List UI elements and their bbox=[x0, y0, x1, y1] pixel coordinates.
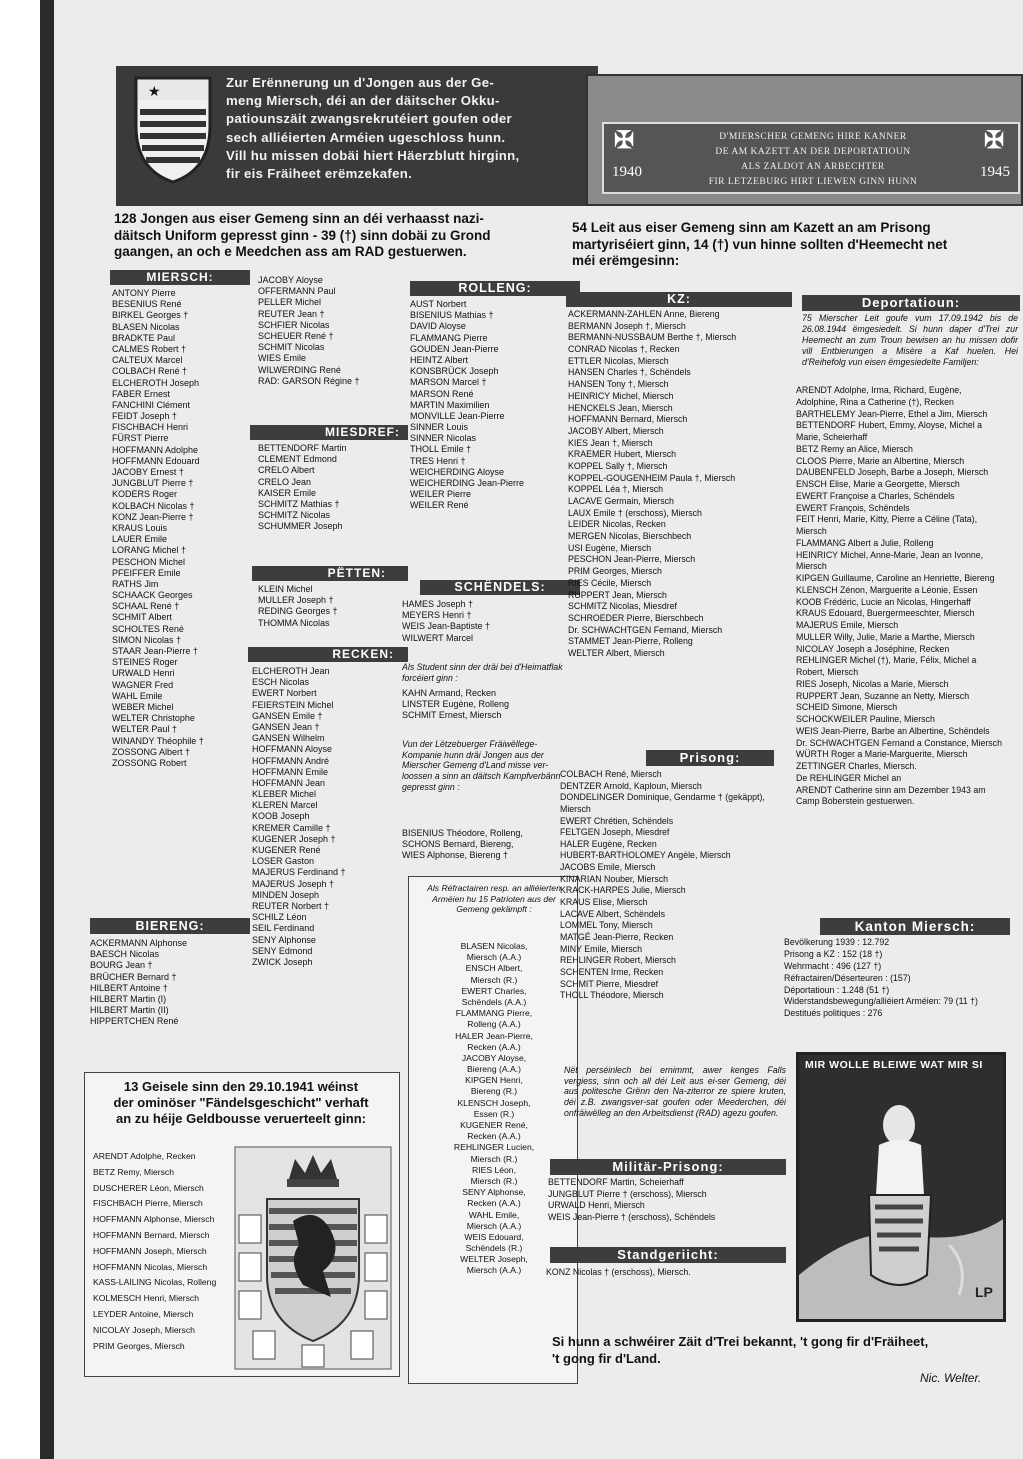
right-heading: 54 Leit aus eiser Gemeng sinn am Kazett an am Prisong martyriséiert ginn, 14 (†) vun hinne sollten d'Heemecht net méi erëmgesinn: bbox=[572, 220, 948, 268]
section-militar-prisong-header: Militär-Prisong: bbox=[550, 1159, 786, 1175]
hostages-coat-of-arms-image bbox=[233, 1145, 393, 1371]
standgeriicht-list: KONZ Nicolas † (erschoss), Miersch. bbox=[546, 1267, 691, 1277]
section-deportatioun-header: Deportatioun: bbox=[802, 295, 1020, 311]
memorial-page bbox=[40, 0, 1023, 1459]
company-list: BISENIUS Théodore, Rolleng, SCHONS Bernard, Biereng, WIES Alphonse, Biereng † bbox=[402, 828, 523, 861]
miersch-list-continued: JACOBY Aloyse OFFERMANN Paul PELLER Michel REUTER Jean † SCHFIER Nicolas SCHEUER René † SCHMIT Nicolas WIES Emile WILWERDING René RAD: GARSON Régine † bbox=[258, 275, 360, 386]
refractaires-title: Als Réfractairen resp. an alliéierten Arméien hu 15 Patrioten aus der Gemeng gekämpft : bbox=[427, 883, 561, 915]
biereng-list: ACKERMANN Alphonse BAESCH Nicolas BOURG Jean † BRÜCHER Bernard † HILBERT Antoine † HILBERT Martin (I) HILBERT Martin (II) HIPPERTCHEN René bbox=[90, 938, 188, 1027]
plaque-cross-right-icon: ✠ bbox=[984, 127, 1005, 154]
section-miesdref-header: MIESDREF: bbox=[250, 425, 408, 440]
plaque-year-right: 1945 bbox=[980, 164, 1010, 180]
rolleng-list: AUST Norbert BISENIUS Mathias † DAVID Aloyse FLAMMANG Pierre GOUDEN Jean-Pierre HEINTZ Albert KONSBRÜCK Joseph MARSON Marcel † MARSON René MARTIN Maximilien MONVILLE Jean-Pierre SINNER Louis SINNER Nicolas THOLL Emile † TRES Henri † WEICHERDING Aloyse WEICHERDING Jean-Pierre WEILER Pierre WEILER René bbox=[410, 299, 525, 511]
dedication-text: Zur Erënnerung un d'Jongen aus der Ge- meng Miersch, déi an der däitscher Okku- patiounszäit zwangsrekrutéiert goufen oder sech alliéierten Arméien ugeschloss hunn. Vill hu missen dobäi hiert Häerzblutt hirginn, fir eis Fräiheet erëmzekafen. bbox=[226, 75, 520, 182]
student-note: Als Student sinn der dräi bei d'Heimatflak forcéiert ginn : bbox=[402, 662, 563, 683]
svg-text:★: ★ bbox=[148, 83, 161, 99]
resistance-poster-image bbox=[796, 1052, 1006, 1322]
deportatioun-list: ARENDT Adolphe, Irma, Richard, Eugène, Adolphine, Rina a Catherine (†), Recken BARTHELEMY Jean-Pierre, Ethel a Jim, Miersch BETTENDORF Hubert, Emmy, Aloyse, Michel a Marie, Scheierhaff BETZ Remy an Alice, Miersch CLOOS Pierre, Marie an Albertine, Miersch DAUBENFELD Joseph, Barbe a Joseph, Miersch ENSCH Elise, Marie a Georgette, Miersch EWERT Françoise a Charles, Schëndels EWERT François, Schëndels FEIT Henri, Marie, Kitty, Pierre a Céline (Tata), Miersch FLAMMANG Albert a Julie, Rolleng HEINRICY Michel, Anne-Marie, Jean an Ivonne, Miersch KIPGEN Guillaume, Caroline an Henriette, Biereng KLENSCH Zénon, Marguerite a Léonie, Essen KOOB Frédéric, Lucie an Nicolas, Hingerhaff KRAUS Edouard, Buergermeeschter, Miersch MAJERUS Emile, Miersch MULLER Willy, Julie, Marie a Marthe, Miersch NICOLAY Joseph a Joséphine, Recken REHLINGER Michel (†), Marie, Félix, Michel a Robert, Miersch RIES Joseph, Nicolas a Marie, Miersch RUPPERT Jean, Suzanne an Netty, Miersch SCHEID Simone, Miersch SCHOCKWEILER Pauline, Miersch WEIS Jean-Pierre, Barbe an Albertine, Schëndels Dr. SCHWACHTGEN Fernand a Constance, Miersch WÜRTH Roger a Marie-Marguerite, Miersch ZETTINGER Charles, Miersch. De REHLINGER Michel an ARENDT Catherine sinn am Dezember 1943 am Camp Boberstein gestuerwen. bbox=[796, 385, 1002, 807]
deportatioun-intro: 75 Mierscher Leit goufe vum 17.09.1942 bis de 26.08.1944 ëmgesiedelt. Si hunn daper d'Trei zur Heemecht an zum Troun bewisen an hu missen dofir vill Entbierungen a Misère a Kaf huelen. Hei d'Reihefolg vun eisen ëmgesiedelte Familjen: bbox=[802, 313, 1018, 367]
left-heading: 128 Jongen aus eiser Gemeng sinn an déi verhaasst nazi- däitsch Uniform gepresst ginn - 39 (†) sinn dobäi zu Grond gaangen, an och e Meedchen ass am RAD gestuerwen. bbox=[114, 211, 491, 259]
section-prisong-header: Prisong: bbox=[646, 750, 774, 766]
memorial-plaque-photo bbox=[586, 74, 1023, 206]
plaque-inscription: D'MIERSCHER GEMENG HIRE KANNER DE AM KAZETT AN DER DEPORTATIOUN ALS ZALDOT AN ARBECHTER FIR LETZEBURG HIRT LIEWEN GINN HUNN bbox=[708, 132, 918, 187]
scan-edge bbox=[40, 0, 54, 1459]
geisele-title: 13 Geisele sinn den 29.10.1941 wéinst der ominöser "Fändelsgeschicht" verhaft an zu héije Geldbousse veruerteelt ginn: bbox=[113, 1079, 369, 1126]
geisele-box bbox=[84, 1072, 400, 1377]
section-schendels-header: SCHËNDELS: bbox=[420, 580, 580, 595]
miesdref-list: BETTENDORF Martin CLEMENT Edmond CRELO Albert CRELO Jean KAISER Emile SCHMITZ Mathias † SCHMITZ Nicolas SCHUMMER Joseph bbox=[258, 443, 347, 532]
plaque-year-left: 1940 bbox=[612, 164, 642, 180]
plaque-cross-left-icon: ✠ bbox=[614, 127, 635, 154]
section-kz-header: KZ: bbox=[566, 292, 792, 307]
company-note: Vun der Lëtzebuerger Fräiwëllege-Kompanie hunn dräi Jongen aus der Mierscher Gemeng d'Land misse ver-loossen a sinn an däitsch Kampfverbänn gepresst ginn : bbox=[402, 739, 561, 792]
student-list: KAHN Armand, Recken LINSTER Eugène, Rolleng SCHMIT Ernest, Miersch bbox=[402, 688, 510, 721]
section-rolleng-header: ROLLENG: bbox=[410, 281, 580, 296]
section-kanton-miersch-header: Kanton Miersch: bbox=[820, 918, 1010, 935]
schendels-list: HAMES Joseph † MEYERS Henri † WEIS Jean-Baptiste † WILWERT Marcel bbox=[402, 599, 491, 643]
geisele-list: ARENDT Adolphe, Recken BETZ Remy, Miersch DUSCHERER Léon, Miersch FISCHBACH Pierre, Miersch HOFFMANN Alphonse, Miersch HOFFMANN Bernard, Miersch HOFFMANN Joseph, Miersch HOFFMANN Nicolas, Miersch KASS-LAILING Nicolas, Rolleng KOLMESCH Henri, Miersch LEYDER Antoine, Miersch NICOLAY Joseph, Miersch PRIM Georges, Miersch bbox=[93, 1151, 217, 1351]
kz-list: ACKERMANN-ZAHLEN Anne, Biereng BERMANN Joseph †, Miersch BERMANN-NUSSBAUM Berthe †, Miersch CONRAD Nicolas †, Recken ETTLER Nicolas, Miersch HANSEN Charles †, Schëndels HANSEN Tony †, Miersch HEINRICY Michel, Miersch HENCKELS Jean, Miersch HOFFMANN Bernard, Miersch JACOBY Albert, Miersch KIES Jean †, Miersch KRAEMER Hubert, Miersch KOPPEL Sally †, Miersch KOPPEL-GOUGENHEIM Paula †, Miersch KOPPEL Léa †, Miersch LACAVE Germain, Miersch LAUX Emile † (erschoss), Miersch LEIDER Nicolas, Recken MERGEN Nicolas, Bierschbech USI Eugène, Miersch PESCHON Jean-Pierre, Miersch PRIM Georges, Miersch RIES Cécile, Miersch RUPPERT Jean, Miersch SCHMITZ Nicolas, Miesdref SCHROEDER Pierre, Bierschbech Dr. SCHWACHTGEN Fernand, Miersch STAMMET Jean-Pierre, Rolleng WELTER Albert, Miersch bbox=[568, 309, 737, 658]
poster-slogan: MIR WOLLE BLEIWE WAT MIR SI bbox=[805, 1059, 983, 1071]
kanton-stats: Bevölkerung 1939 : 12.792 Prisong a KZ : 152 (18 †) Wehrmacht : 496 (127 †) Réfractairen/Déserteuren : (157) Déportatioun : 1.248 (51 †) Widerstandsbewegung/alliéiert Arméien: 79 (11 †) Destitués politiques : 276 bbox=[784, 937, 978, 1019]
petten-list: KLEIN Michel MULLER Joseph † REDING Georges † THOMMA Nicolas bbox=[258, 584, 338, 628]
miersch-list: ANTONY Pierre BESENIUS René BIRKEL Georges † BLASEN Nicolas BRADKTE Paul CALMES Robert † CALTEUX Marcel COLBACH René † ELCHEROTH Joseph FABER Ernest FANCHINI Clément FEIDT Joseph † FISCHBACH Henri FÜRST Pierre HOFFMANN Adolphe HOFFMANN Edouard JACOBY Ernest † JUNGBLUT Pierre † KODERS Roger KOLBACH Nicolas † KONZ Jean-Pierre † KRAUS Louis LAUER Emile LORANG Michel † PESCHON Michel PFEIFFER Emile RATHS Jim SCHAACK Georges SCHAAL René † SCHMIT Albert SCHOLTES René SIMON Nicolas † STAAR Jean-Pierre † STEINES Roger URWALD Henri WAGNER Fred WAHL Emile WEBER Michel WELTER Christophe WELTER Paul † WINANDY Théophile † ZOSSONG Albert † ZOSSONG Robert bbox=[112, 288, 204, 768]
quote-author: Nic. Welter. bbox=[920, 1371, 982, 1385]
recken-list: ELCHEROTH Jean ESCH Nicolas EWERT Norbert FEIERSTEIN Michel GANSEN Emile † GANSEN Jean † GANSEN Wilhelm HOFFMANN Aloyse HOFFMANN André HOFFMANN Emile HOFFMANN Jean KLEBER Michel KLEREN Marcel KOOB Joseph KREMER Camille † KUGENER Joseph † KUGENER René LOSER Gaston MAJERUS Ferdinand † MAJERUS Joseph † MINDEN Joseph REUTER Norbert † SCHILZ Léon SEIL Ferdinand SENY Alphonse SENY Edmond ZWICK Joseph bbox=[252, 666, 346, 967]
miersch-coat-of-arms-icon bbox=[132, 74, 214, 186]
section-miersch-header: MIERSCH: bbox=[110, 270, 250, 285]
section-standgeriicht-header: Standgeriicht: bbox=[550, 1247, 786, 1263]
prisong-note: Nët perséinlech bei ernimmt, awer kenges Falls vergiess, sinn och all déi Leit aus ei-ser Gemeng, déi aus politesche Grënn den Na-ziterror ze spiere kruten, déi z.B. zwangsver-sat goufen oder Meederchen, déi onfräiwëlleg an den Arbeitsdienst (RAD) agezu goufen. bbox=[564, 1065, 786, 1118]
militar-prisong-list: BETTENDORF Martin, Scheierhaff JUNGBLUT Pierre † (erschoss), Miersch URWALD Henri, Miersch WEIS Jean-Pierre † (erschoss), Schëndels bbox=[548, 1177, 716, 1223]
prisong-list: COLBACH René, Miersch DENTZER Arnold, Kaploun, Miersch DONDELINGER Dominique, Gendarme † (gekäppt), Miersch EWERT Chrétien, Schëndels FELTGEN Joseph, Miesdref HALER Eugène, Recken HUBERT-BARTHOLOMEY Angèle, Miersch JACOBS Emile, Miersch KINARIAN Nouber, Miersch KRACK-HARPES Julie, Miersch KRAUS Elise, Miersch LACAVE Albert, Schëndels LOMMEL Tony, Miersch MATGÉ Jean-Pierre, Recken MINY Emile, Miersch REHLINGER Robert, Miersch SCHENTEN Irme, Recken SCHMIT Pierre, Miesdref THOLL Théodore, Miersch bbox=[560, 769, 765, 1001]
section-recken-header: RECKEN: bbox=[248, 647, 408, 662]
section-biereng-header: BIERENG: bbox=[90, 918, 250, 934]
refractaires-box bbox=[408, 876, 578, 1384]
closing-quote: Si hunn a schwéirer Zäit d'Trei bekannt, 't gong fir d'Fräiheet, 't gong fir d'Land. bbox=[552, 1334, 929, 1366]
svg-text:LP: LP bbox=[975, 1284, 993, 1300]
poster-illustration bbox=[799, 1075, 1006, 1322]
refractaires-list: BLASEN Nicolas, Miersch (A.A.) ENSCH Albert, Miersch (R.) EWERT Charles, Schëndels (A.A.) FLAMMANG Pierre, Rolleng (A.A.) HALER Jean-Pierre, Recken (A.A.) JACOBY Aloyse, Biereng (A.A.) KIPGEN Henri, Biereng (R.) KLENSCH Joseph, Essen (R.) KUGENER René, Recken (A.A.) REHLINGER Lucien, Miersch (R.) RIES Léon, Miersch (R.) SENY Alphonse, Recken (A.A.) WAHL Emile, Miersch (A.A.) WEIS Edouard, Schëndels (R.) WELTER Joseph, Miersch (A.A.) bbox=[453, 941, 535, 1276]
section-petten-header: PËTTEN: bbox=[252, 566, 408, 581]
